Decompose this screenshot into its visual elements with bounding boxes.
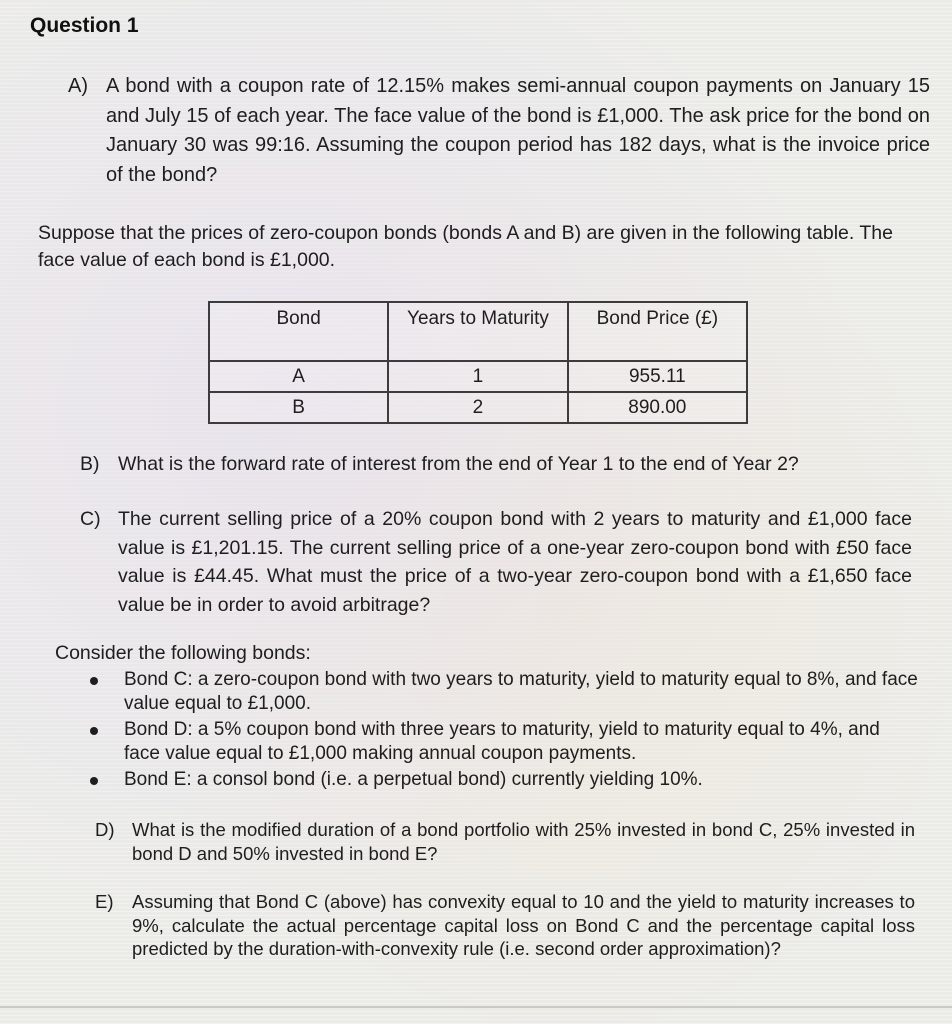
table-header-row bbox=[209, 302, 747, 361]
part-b-label: B) bbox=[80, 453, 100, 475]
cell-years: 2 bbox=[388, 392, 567, 423]
bond-bullet-list bbox=[90, 668, 920, 794]
part-b-text: What is the forward rate of interest from the end of Year 1 to the end of Year 2? bbox=[118, 453, 799, 475]
zero-coupon-bond-table bbox=[208, 301, 748, 424]
question-title: Question 1 bbox=[30, 14, 139, 37]
cell-years: 1 bbox=[388, 361, 567, 392]
part-c-label: C) bbox=[80, 508, 101, 530]
bullet-icon bbox=[90, 727, 98, 735]
part-d-label: D) bbox=[95, 819, 115, 840]
part-d bbox=[95, 818, 915, 866]
list-item bbox=[90, 768, 920, 792]
bullet-icon bbox=[90, 777, 98, 785]
header-years-to-maturity: Years to Maturity bbox=[388, 302, 567, 361]
cell-price: 955.11 bbox=[568, 361, 747, 392]
part-a-text: A bond with a coupon rate of 12.15% makes semi-annual coupon payments on January 15 and July 15 of each year. The face value of the bond is £1,000. The ask price for the bond on January 30 was 99:16. Assuming the coupon period has 182 days, what is the invoice price of the bond? bbox=[106, 75, 930, 186]
consider-heading: Consider the following bonds: bbox=[55, 642, 311, 664]
cell-bond: B bbox=[209, 392, 388, 423]
table-row bbox=[209, 392, 747, 423]
cell-price: 890.00 bbox=[568, 392, 747, 423]
table-intro: Suppose that the prices of zero-coupon bonds (bonds A and B) are given in the following table. The face value of each bond is £1,000. bbox=[38, 222, 893, 271]
header-bond-price: Bond Price (£) bbox=[568, 302, 747, 361]
bullet-text-bond-e: Bond E: a consol bond (i.e. a perpetual bond) currently yielding 10%. bbox=[124, 769, 703, 790]
header-bond: Bond bbox=[209, 302, 388, 361]
bullet-icon bbox=[90, 677, 98, 685]
part-e-text: Assuming that Bond C (above) has convexity equal to 10 and the yield to maturity increases to 9%, calculate the actual percentage capital loss on Bond C and the percentage capital loss predicted by the duration-with-convexity rule (i.e. second order approximation)? bbox=[132, 891, 915, 959]
list-item bbox=[90, 668, 920, 716]
cell-bond: A bbox=[209, 361, 388, 392]
part-a-label: A) bbox=[68, 75, 88, 97]
bullet-text-bond-c: Bond C: a zero-coupon bond with two years to maturity, yield to maturity equal to 8%, and face value equal to £1,000. bbox=[124, 669, 918, 714]
list-item bbox=[90, 718, 920, 766]
part-c-text: The current selling price of a 20% coupon bond with 2 years to maturity and £1,000 face value is £1,201.15. The current selling price of a one-year zero-coupon bond with £50 face value is £44.45. What must the price of a two-year zero-coupon bond with a £1,650 face value be in order to avoid arbitrage? bbox=[118, 508, 912, 616]
part-d-text: What is the modified duration of a bond portfolio with 25% invested in bond C, 25% invested in bond D and 50% invested in bond E? bbox=[132, 819, 915, 864]
part-c bbox=[80, 505, 912, 619]
table-row bbox=[209, 361, 747, 392]
part-e bbox=[95, 890, 915, 961]
part-a bbox=[68, 72, 930, 190]
bottom-divider bbox=[0, 1006, 952, 1008]
part-e-label: E) bbox=[95, 891, 114, 912]
part-b bbox=[80, 450, 920, 479]
bullet-text-bond-d: Bond D: a 5% coupon bond with three years to maturity, yield to maturity equal to 4%, and face value equal to £1,000 making annual coupon payments. bbox=[124, 719, 880, 764]
